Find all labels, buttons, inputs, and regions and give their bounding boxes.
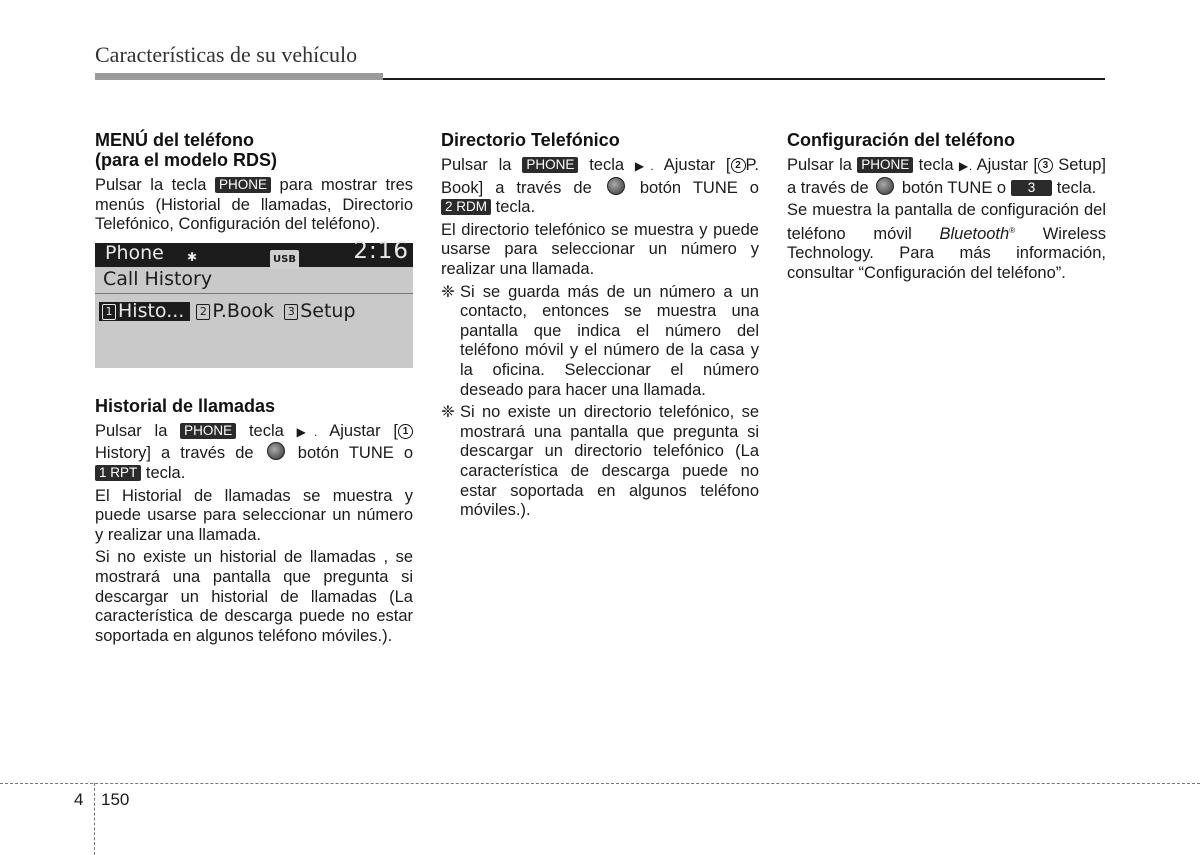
history-paragraph-1 bbox=[95, 422, 413, 484]
bluetooth-icon: ✱ bbox=[187, 249, 198, 264]
option-label: P.Book bbox=[212, 299, 275, 322]
directory-paragraph-1 bbox=[441, 156, 759, 218]
arrow-right-icon: ▶. bbox=[958, 159, 973, 173]
screen-option-history bbox=[99, 299, 190, 322]
option-label: Setup bbox=[300, 299, 356, 322]
text: Pulsar la bbox=[441, 156, 512, 174]
screen-subtitle: Call History bbox=[103, 267, 213, 290]
circled-number-icon: 3 bbox=[1038, 158, 1053, 173]
note-text: Si se guarda más de un número a un contacto, entonces se muestra una pantalla que indica el número del teléfono móvil y el número de la casa y la oficina. Seleccionar el número deseado para hacer una llamada. bbox=[460, 282, 759, 399]
note-text: Si no existe un directorio telefónico, se mostrará una pantalla que pregunta si descargar un directorio telefónico (La característica de descarga puede no estar soportada en algunos teléfono móviles.). bbox=[460, 403, 759, 520]
text: Pulsar la tecla bbox=[95, 176, 207, 194]
text: tecla bbox=[248, 421, 284, 440]
note-icon: ❈ bbox=[441, 282, 455, 301]
column-right bbox=[787, 130, 1106, 287]
screen-title: Phone bbox=[105, 241, 164, 264]
rdm-key-badge: 2 RDM bbox=[441, 199, 491, 215]
text: History] a través de bbox=[95, 444, 254, 463]
text: Setup] a través de bbox=[787, 156, 1106, 197]
directory-note-1 bbox=[441, 283, 759, 401]
arrow-right-icon: ▶. bbox=[634, 159, 654, 173]
circled-number-icon: 2 bbox=[731, 158, 746, 173]
screen-option-setup bbox=[282, 299, 357, 322]
text: Ajustar [ bbox=[663, 156, 731, 174]
directory-heading: Directorio Telefónico bbox=[441, 130, 620, 150]
option-number: 2 bbox=[196, 304, 210, 320]
tune-knob-icon bbox=[607, 177, 625, 195]
text: botón TUNE o bbox=[297, 444, 413, 463]
tune-knob-icon bbox=[876, 177, 894, 195]
footer-dashed-divider bbox=[94, 783, 95, 855]
page-header-title: Características de su vehículo bbox=[95, 42, 358, 67]
key-label: 3 bbox=[1027, 179, 1036, 195]
text: botón TUNE o bbox=[901, 178, 1007, 197]
footer-dashed-rule bbox=[0, 783, 1200, 784]
directory-paragraph-2: El directorio telefónico se muestra y puede usarse para seleccionar un número y realizar una llamada. bbox=[441, 220, 759, 278]
option-number: 1 bbox=[102, 304, 116, 320]
text: Se muestra la pantalla de configuración del teléfono móvil bbox=[787, 201, 1106, 243]
text: tecla bbox=[589, 156, 625, 174]
text: tecla bbox=[918, 156, 954, 174]
arrow-right-icon: ▶. bbox=[296, 424, 318, 439]
page-number: 150 bbox=[101, 790, 130, 809]
column-middle bbox=[441, 130, 759, 524]
screen-clock: 2:16 bbox=[353, 237, 409, 264]
text: para mostrar tres menús (Historial de llamadas, Directorio Telefónico, Configuración del teléfono). bbox=[95, 176, 413, 234]
history-heading: Historial de llamadas bbox=[95, 395, 276, 416]
phone-display-screen bbox=[95, 237, 413, 368]
setup-heading: Configuración del teléfono bbox=[787, 130, 1015, 150]
screen-divider bbox=[95, 293, 413, 294]
rpt-key-badge: 1 RPT bbox=[95, 465, 141, 481]
text: Ajustar [ bbox=[976, 156, 1038, 174]
chapter-number: 4 bbox=[74, 790, 84, 809]
text: tecla. bbox=[1056, 178, 1097, 197]
directory-note-2 bbox=[441, 403, 759, 521]
text: Wireless Technology. Para más información, consultar “Configuración del teléfono”. bbox=[787, 224, 1106, 282]
history-paragraph-3: Si no existe un historial de llamadas , se mostrará una pantalla que pregunta si descargar un historial de llamadas (La característica de descarga puede no estar soportada en algunos teléfono móviles.). bbox=[95, 548, 413, 645]
header-rule-thin bbox=[383, 78, 1105, 80]
phone-key-badge: PHONE bbox=[215, 177, 271, 193]
circled-number-icon: 1 bbox=[398, 424, 413, 439]
column-left bbox=[95, 130, 413, 649]
screen-option-pbook bbox=[194, 299, 276, 322]
text: Ajustar [ bbox=[329, 421, 398, 440]
text: P. Book] a través de bbox=[441, 156, 759, 197]
phone-key-badge: PHONE bbox=[857, 157, 913, 173]
menu-heading bbox=[95, 130, 413, 170]
menu-paragraph bbox=[95, 176, 413, 235]
tune-knob-icon bbox=[267, 442, 285, 460]
text: tecla. bbox=[145, 463, 186, 482]
option-label: Histo... bbox=[118, 299, 185, 322]
text: Pulsar la bbox=[95, 421, 168, 440]
phone-key-badge: PHONE bbox=[522, 157, 578, 173]
bluetooth-brand-text: Bluetooth bbox=[939, 224, 1010, 243]
setup-paragraph-1 bbox=[787, 156, 1106, 198]
note-icon: ❈ bbox=[441, 403, 455, 422]
menu-heading-line2: (para el modelo RDS) bbox=[95, 150, 278, 170]
three-key-badge bbox=[1011, 180, 1053, 196]
text: botón TUNE o bbox=[639, 178, 759, 197]
text: tecla. bbox=[495, 198, 536, 217]
header-rule-thick bbox=[95, 73, 383, 80]
setup-paragraph-2 bbox=[787, 201, 1106, 283]
option-number: 3 bbox=[284, 304, 298, 320]
history-paragraph-2: El Historial de llamadas se muestra y puede usarse para seleccionar un número y realizar una llamada. bbox=[95, 486, 413, 544]
phone-key-badge: PHONE bbox=[180, 423, 236, 439]
text: Pulsar la bbox=[787, 156, 852, 174]
usb-icon: USB bbox=[270, 250, 299, 270]
screen-menu bbox=[99, 299, 358, 328]
menu-heading-line1: MENÚ del teléfono bbox=[95, 130, 255, 150]
registered-mark: ® bbox=[1009, 225, 1016, 235]
